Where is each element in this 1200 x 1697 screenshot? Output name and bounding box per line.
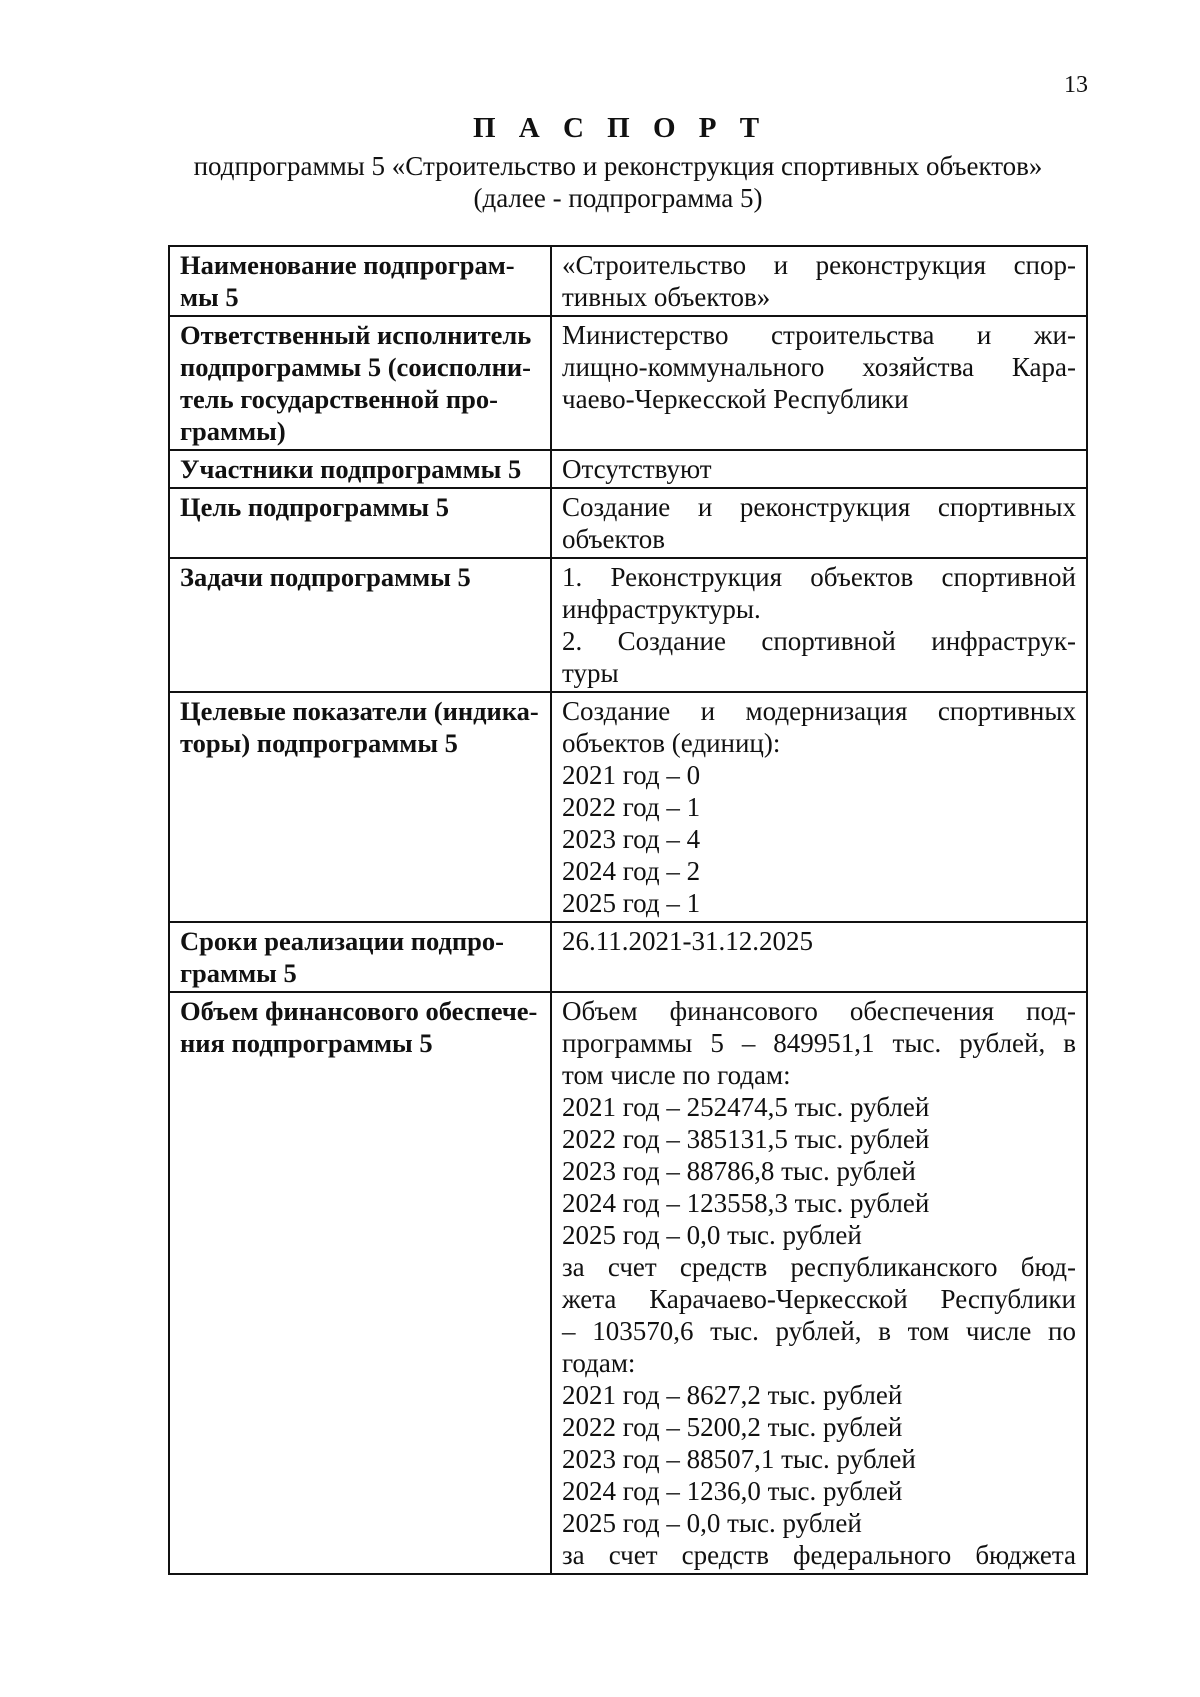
document-title: П А С П О Р Т — [472, 112, 768, 144]
value-line: Создание и модернизация спортивных — [562, 696, 1076, 726]
value-line: чаево-Черкесской Республики — [562, 384, 909, 414]
value-line: объектов — [562, 524, 665, 554]
value-line: 2025 год – 1 — [562, 888, 701, 918]
value-line: том числе по годам: — [562, 1060, 791, 1090]
value-line: программы 5 – 849951,1 тыс. рублей, в — [562, 1028, 1076, 1058]
table-row — [169, 316, 1087, 450]
value-line: 2023 год – 88786,8 тыс. рублей — [562, 1156, 916, 1186]
row-label — [169, 992, 551, 1574]
row-value — [551, 316, 1087, 450]
table-row — [169, 922, 1087, 992]
value-line: 1. Реконструкция объектов спортивной — [562, 562, 1076, 592]
value-line: Создание и реконструкция спортивных — [562, 492, 1076, 522]
row-value — [551, 558, 1087, 692]
value-line: 2. Создание спортивной инфраструк- — [562, 626, 1076, 656]
value-line: лищно-коммунального хозяйства Кара- — [562, 352, 1076, 382]
value-line: 2022 год – 385131,5 тыс. рублей — [562, 1124, 930, 1154]
page-number: 13 — [1064, 72, 1088, 98]
row-label — [169, 692, 551, 922]
row-value — [551, 450, 1087, 488]
row-label — [169, 488, 551, 558]
table-row — [169, 692, 1087, 922]
label-line: ния подпрограммы 5 — [180, 1028, 433, 1058]
value-line: 2021 год – 252474,5 тыс. рублей — [562, 1092, 930, 1122]
value-line: 2024 год – 123558,3 тыс. рублей — [562, 1188, 930, 1218]
value-line: жета Карачаево-Черкесской Республики — [562, 1284, 1076, 1314]
row-label — [169, 922, 551, 992]
label-line: подпрограммы 5 (соисполни- — [180, 352, 531, 382]
row-label — [169, 450, 551, 488]
row-label — [169, 316, 551, 450]
label-line: Объем финансового обеспече- — [180, 996, 538, 1026]
label-line: Сроки реализации подпро- — [180, 926, 504, 956]
value-line: 2023 год – 88507,1 тыс. рублей — [562, 1444, 916, 1474]
value-line: 2021 год – 0 — [562, 760, 701, 790]
value-line: объектов (единиц): — [562, 728, 781, 758]
label-line: Задачи подпрограммы 5 — [180, 562, 471, 592]
row-label — [169, 246, 551, 316]
label-line: Ответственный исполнитель — [180, 320, 532, 350]
value-line: 2021 год – 8627,2 тыс. рублей — [562, 1380, 903, 1410]
value-line: за счет средств федерального бюджета — [562, 1540, 1076, 1570]
value-line: туры — [562, 658, 619, 688]
value-line: Министерство строительства и жи- — [562, 320, 1076, 350]
value-line: тивных объектов» — [562, 282, 771, 312]
value-line: «Строительство и реконструкция спор- — [562, 250, 1076, 280]
subtitle-line-2: (далее - подпрограмма 5) — [473, 183, 763, 213]
table-row — [169, 488, 1087, 558]
value-line: за счет средств республиканского бюд- — [562, 1252, 1076, 1282]
table-row — [169, 992, 1087, 1574]
label-line: граммы 5 — [180, 958, 297, 988]
document-subtitle — [150, 150, 1086, 214]
value-line: 26.11.2021-31.12.2025 — [562, 926, 813, 956]
table-row — [169, 246, 1087, 316]
value-line: – 103570,6 тыс. рублей, в том числе по — [562, 1316, 1076, 1346]
row-value — [551, 246, 1087, 316]
value-line: Объем финансового обеспечения под- — [562, 996, 1076, 1026]
table-row — [169, 558, 1087, 692]
value-line: 2024 год – 1236,0 тыс. рублей — [562, 1476, 903, 1506]
label-line: Цель подпрограммы 5 — [180, 492, 449, 522]
value-line: Отсутствуют — [562, 454, 712, 484]
row-value — [551, 488, 1087, 558]
value-line: 2024 год – 2 — [562, 856, 701, 886]
value-line: 2023 год – 4 — [562, 824, 701, 854]
value-line: годам: — [562, 1348, 636, 1378]
value-line: 2022 год – 5200,2 тыс. рублей — [562, 1412, 903, 1442]
value-line: 2025 год – 0,0 тыс. рублей — [562, 1508, 862, 1538]
table-row — [169, 450, 1087, 488]
label-line: тель государственной про- — [180, 384, 498, 414]
subtitle-line-1: подпрограммы 5 «Строительство и реконструкция спортивных объектов» — [193, 151, 1043, 181]
value-line: инфраструктуры. — [562, 594, 761, 624]
label-line: граммы) — [180, 416, 286, 446]
row-value — [551, 922, 1087, 992]
label-line: торы) подпрограммы 5 — [180, 728, 458, 758]
passport-table — [168, 245, 1088, 1575]
value-line: 2025 год – 0,0 тыс. рублей — [562, 1220, 862, 1250]
label-line: Целевые показатели (индика- — [180, 696, 539, 726]
label-line: Участники подпрограммы 5 — [180, 454, 522, 484]
value-line: 2022 год – 1 — [562, 792, 701, 822]
row-value — [551, 692, 1087, 922]
label-line: мы 5 — [180, 282, 239, 312]
row-label — [169, 558, 551, 692]
row-value — [551, 992, 1087, 1574]
label-line: Наименование подпрограм- — [180, 250, 515, 280]
